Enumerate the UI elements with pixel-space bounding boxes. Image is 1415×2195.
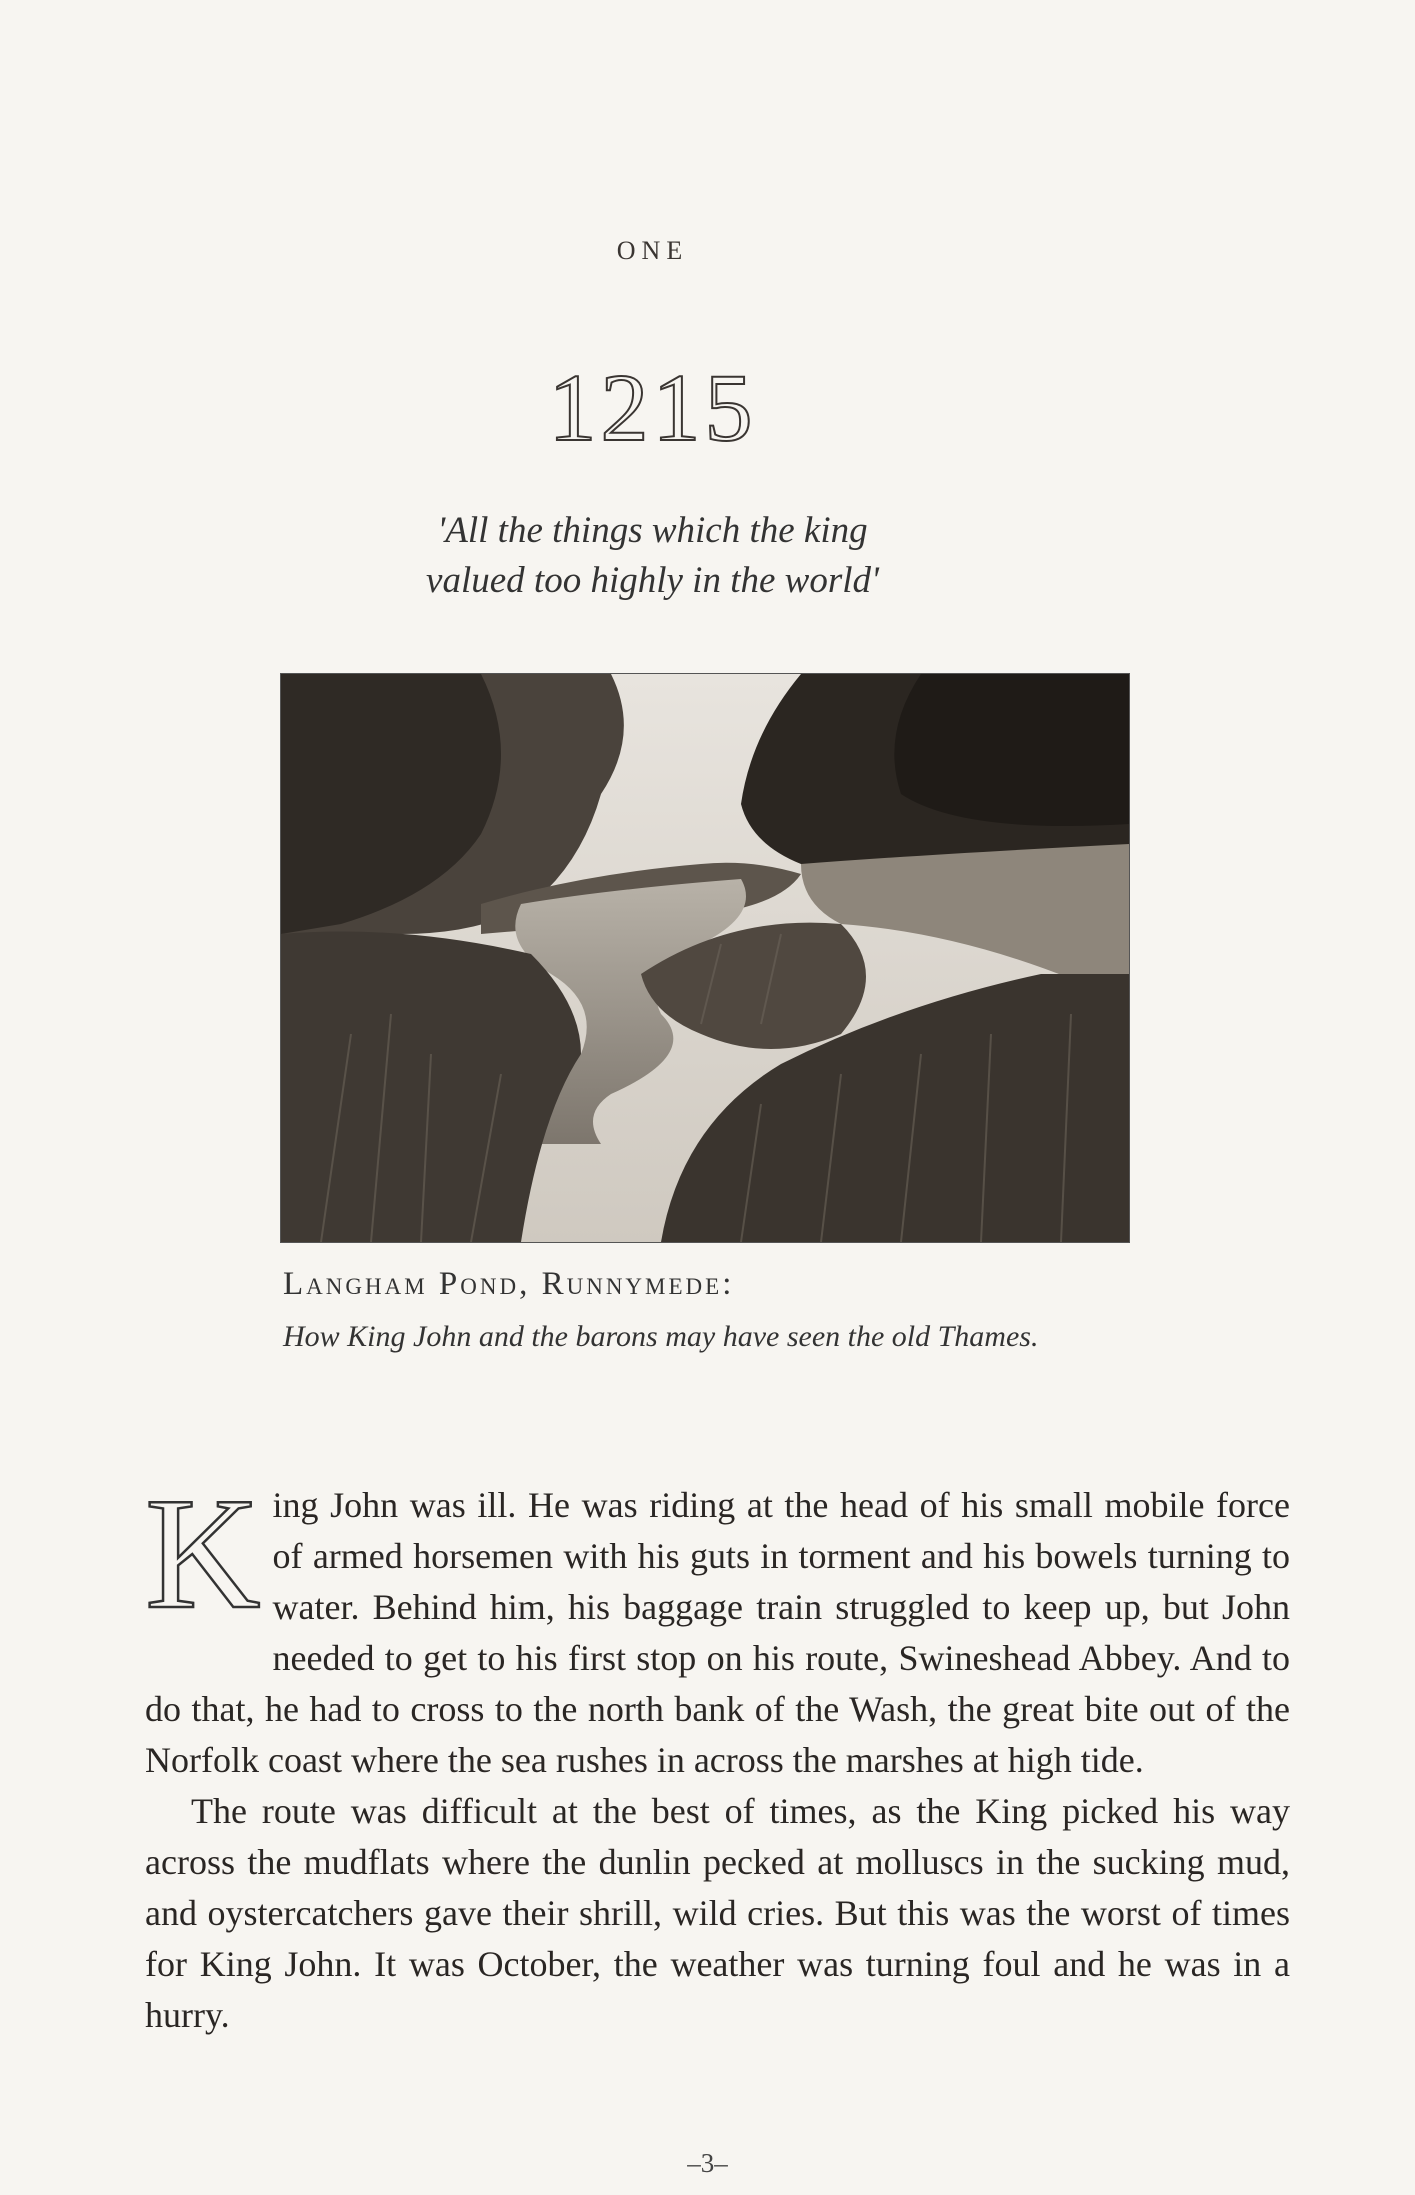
epigraph: [0, 506, 1305, 606]
chapter-number: 1215: [548, 354, 757, 461]
epigraph-line-2: valued too highly in the world': [426, 560, 879, 601]
body-text: [145, 1464, 1290, 2041]
epigraph-line-1: 'All the things which the king: [437, 510, 868, 551]
page-number: –3–: [687, 2148, 728, 2178]
chapter-label: ONE: [616, 236, 689, 265]
caption-title: Langham Pond, Runnymede:: [283, 1266, 735, 1302]
drop-cap: K: [145, 1464, 261, 1642]
paragraph-1-text: ing John was ill. He was riding at the head of his small mobile force of armed horsemen with his guts in torment and his bowels turning to water. Behind him, his baggage train struggled to keep up, but John needed to get to his first stop on his route, Swineshead Abbey. And to do that, he had to cross to the north bank of the Wash, the great bite out of the Norfolk coast where the sea rushes in across the marshes at high tide.: [145, 1485, 1290, 1780]
landscape-photo-icon: [281, 674, 1129, 1242]
landscape-photo: [280, 673, 1130, 1243]
paragraph-1: [145, 1464, 1290, 1786]
paragraph-2: The route was difficult at the best of times, as the King picked his way across the mudflats where the dunlin pecked at molluscs in the sucking mud, and oystercatchers gave their shrill, wild cries. But this was the worst of times for King John. It was October, the weather was turning foul and he was in a hurry.: [145, 1791, 1290, 2035]
caption-subtitle: How King John and the barons may have seen the old Thames.: [283, 1320, 1039, 1353]
